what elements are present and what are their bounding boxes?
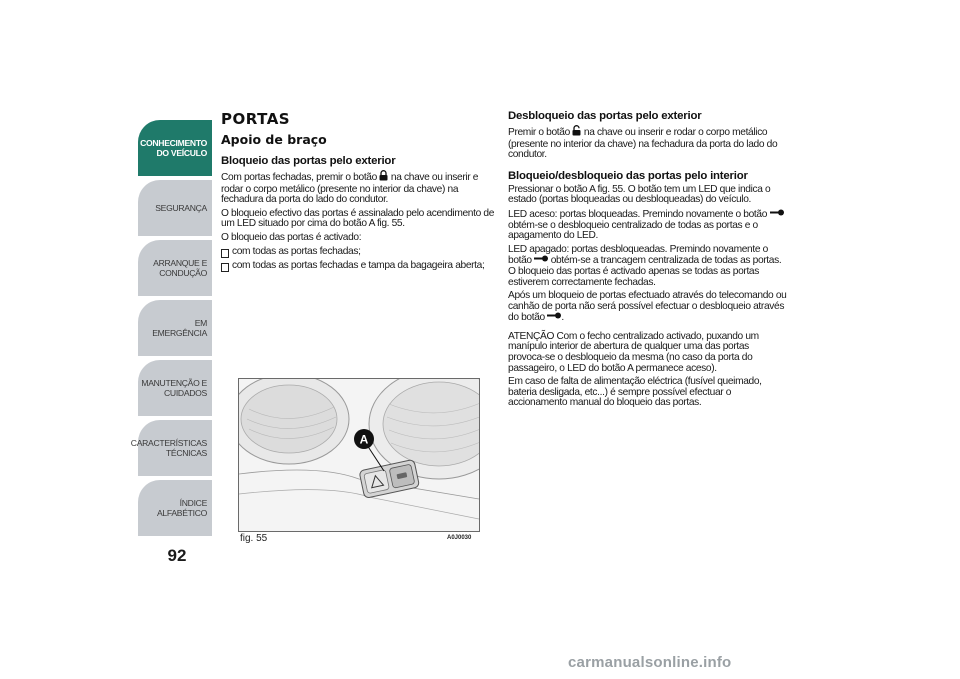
paragraph-lock-exterior — [221, 170, 497, 206]
tab-seguranca[interactable]: SEGURANÇA — [138, 180, 212, 238]
figure-caption: fig. 55 — [240, 533, 268, 544]
figure-door-lock-button — [238, 378, 480, 532]
figure-code: A0J0030 — [447, 535, 472, 541]
watermark: carmanualsonline.info — [568, 654, 732, 671]
text-segment: na chave ou inserir e rodar o corpo metálico (presente no interior da chave) na fechadura da porta do lado do condutor. — [221, 171, 479, 206]
page-title: PORTAS — [221, 110, 291, 128]
tab-indice-alfabetico[interactable]: ÍNDICE ALFABÉTICO — [138, 480, 212, 538]
section-heading-unlock-exterior: Desbloqueio das portas pelo exterior — [508, 110, 702, 122]
text-segment: . — [561, 312, 564, 324]
paragraph-unlock-exterior — [508, 125, 788, 161]
tab-manutencao-e-cuidados[interactable]: MANUTENÇÃO E CUIDADOS — [138, 360, 212, 418]
key-icon — [770, 209, 784, 220]
paragraph-remote-lock — [508, 291, 788, 324]
paragraph-press-button-a: Pressionar o botão A fig. 55. O botão tem um LED que indica o estado (portas bloqueadas ou desbloqueadas) do veículo. — [508, 183, 771, 206]
checkbox-bullet-icon — [221, 249, 229, 258]
right-column — [508, 110, 788, 412]
list-item-text: com todas as portas fechadas; — [232, 245, 361, 257]
tab-conhecimento-do-veiculo[interactable]: CONHECIMENTO DO VEÍCULO — [138, 120, 212, 178]
door-lock-button-illustration — [239, 379, 479, 531]
text-segment: LED aceso: portas bloqueadas. Premindo novamente o botão — [508, 208, 770, 220]
paragraph-power-failure: Em caso de falta de alimentação eléctrica (fusível queimado, bateria desligada, etc...) é sempre possível efectuar o accionamento manual do bloqueio das portas. — [508, 376, 762, 409]
list-item — [221, 247, 497, 258]
text-segment: na chave ou inserir e rodar o corpo metálico (presente no interior da chave) na fechadura da porta do lado do condutor. — [508, 126, 778, 161]
text-segment: Após um bloqueio de portas efectuado através do telecomando ou canhão de porta não será possível efectuar o desbloqueio através do botão — [508, 290, 787, 324]
tab-caracteristicas-tecnicas[interactable]: CARACTERÍSTICAS TÉCNICAS — [138, 420, 212, 478]
checkbox-bullet-icon — [221, 263, 229, 272]
paragraph-lock-activated: O bloqueio das portas é activado: — [221, 231, 362, 243]
text-segment: obtém-se o desbloqueio centralizado de todas as portas e o apagamento do LED. — [508, 219, 758, 242]
left-column — [221, 110, 497, 275]
key-icon — [547, 312, 564, 324]
paragraph-led-off — [508, 245, 788, 288]
paragraph-led-on — [508, 209, 788, 242]
marker-a-label: A — [359, 432, 369, 447]
subtitle: Apoio de braço — [221, 132, 327, 147]
list-item — [221, 261, 497, 272]
text-segment: obtém-se a trancagem centralizada de todas as portas. O bloqueio das portas é activado apenas se todas as portas estiverem correctamente fechadas. — [508, 255, 782, 288]
text-segment: Com portas fechadas, premir o botão — [221, 171, 380, 183]
text-segment: LED apagado: portas desbloqueadas. Premindo novamente o botão — [508, 243, 768, 267]
paragraph-attention: ATENÇÃO Com o fecho centralizado activado, puxando um manípulo interior de abertura de qualquer uma das portas provoca-se o desbloqueio da mesma (no caso da porta do passageiro, o LED do botão A permanece aceso). — [508, 330, 759, 374]
text-segment: Premir o botão — [508, 126, 573, 138]
tab-em-emergencia[interactable]: EM EMERGÊNCIA — [138, 300, 212, 358]
tab-arranque-e-conducao[interactable]: ARRANQUE E CONDUÇÃO — [138, 240, 212, 298]
page-number: 92 — [167, 546, 187, 565]
list-item-text: com todas as portas fechadas e tampa da bagageira aberta; — [232, 259, 485, 271]
paragraph-led-indicator: O bloqueio efectivo das portas é assinalado pelo acendimento de um LED situado por cima do botão A fig. 55. — [221, 207, 495, 230]
section-heading-lock-unlock-interior: Bloqueio/desbloqueio das portas pelo interior — [508, 169, 748, 182]
key-icon — [534, 255, 548, 266]
section-heading-lock-exterior: Bloqueio das portas pelo exterior — [221, 155, 396, 167]
